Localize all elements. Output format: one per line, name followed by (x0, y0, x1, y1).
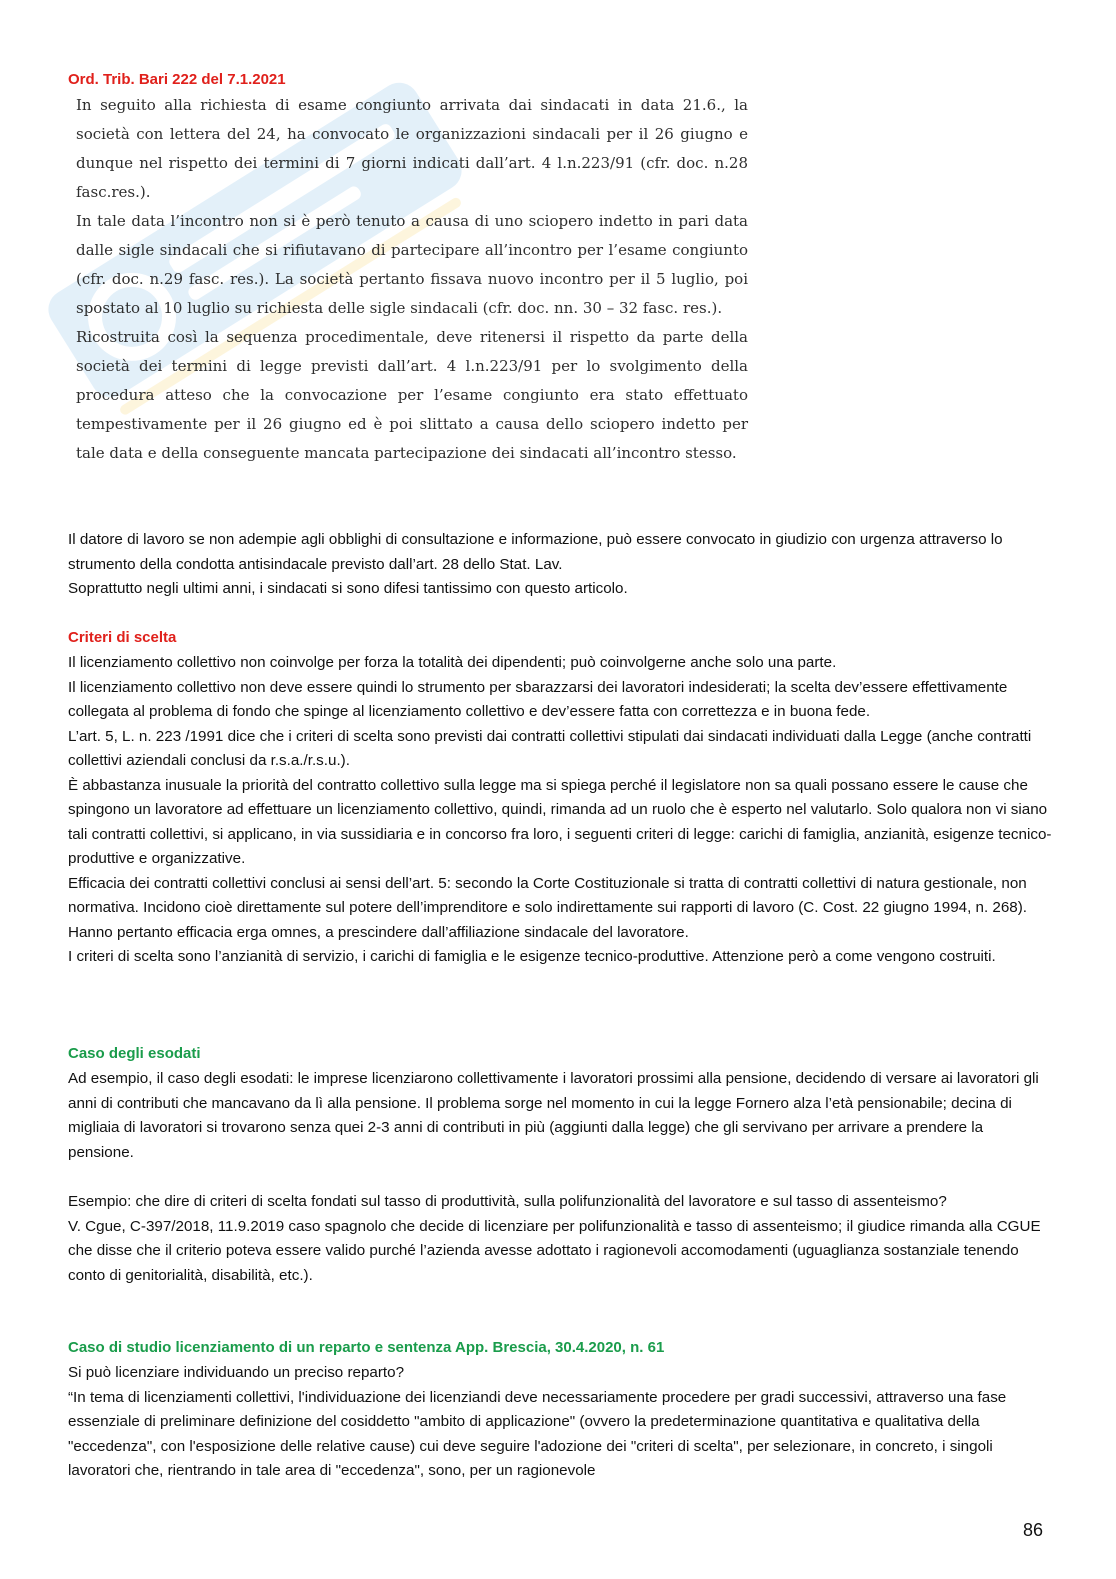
ordinance-title: Ord. Trib. Bari 222 del 7.1.2021 (68, 71, 286, 88)
criteri-paragraph: Il licenziamento collettivo non deve essere quindi lo strumento per sbarazzarsi dei lavoratori indesiderati; la scelta dev’essere effettivamente collegata al problema di fondo che spinge al licenziamento collettivo e dev’essere fatta con correttezza e in buona fede. (68, 678, 1008, 720)
criteri-heading: Criteri di scelta (68, 629, 177, 646)
intro-paragraph: Il datore di lavoro se non adempie agli obblighi di consultazione e informazione, può essere convocato in giudizio con urgenza attraverso lo strumento della condotta antisindacale previsto dall’art. 28 dello Stat. Lav. (68, 531, 1003, 573)
intro-section (68, 528, 1053, 602)
scanned-quote (76, 91, 748, 468)
criteri-section (68, 651, 1053, 970)
esodati-paragraph: Ad esempio, il caso degli esodati: le imprese licenziarono collettivamente i lavoratori prossimi alla pensione, decidendo di versare ai lavoratori gli anni di contributi che mancavano da lì alla pensione. Il problema sorge nel momento in cui la legge Fornero alza l’età pensionabile; decina di migliaia di lavoratori si trovarono senza quei 2-3 anni di contributi in più (aggiunti dalla legge) che gli servivano per arrivare a prendere la pensione. (68, 1070, 1039, 1161)
criteri-paragraph: Il licenziamento collettivo non coinvolge per forza la totalità dei dipendenti; può coinvolgerne anche solo una parte. (68, 654, 837, 671)
criteri-paragraph: I criteri di scelta sono l’anzianità di servizio, i carichi di famiglia e le esigenze tecnico-produttive. Attenzione però a come vengono costruiti. (68, 948, 996, 965)
criteri-paragraph: L’art. 5, L. n. 223 /1991 dice che i criteri di scelta sono previsti dai contratti collettivi stipulati dai sindacati individuati dalla Legge (anche contratti collettivi aziendali conclusi da r.s.a./r.s.u.). (68, 727, 1032, 769)
reparto-question: Si può licenziare individuando un preciso reparto? (68, 1364, 405, 1381)
reparto-quote: “In tema di licenziamenti collettivi, l'individuazione dei licenziandi deve necessariamente procedere per gradi successivi, attraverso una fase essenziale di preliminare definizione del cosiddetto "ambito di applicazione" (ovvero la predeterminazione quantitativa e qualitativa della "eccedenza", con l'esposizione delle relative cause) cui deve seguire l'adozione dei "criteri di scelta", per selezionare, in concreto, i singoli lavoratori che, rientrando in tale area di "eccedenza", sono, per un ragionevole (68, 1388, 1007, 1479)
reparto-heading: Caso di studio licenziamento di un reparto e sentenza App. Brescia, 30.4.2020, n. 61 (68, 1339, 665, 1356)
quote-paragraph: In seguito alla richiesta di esame congiunto arrivata dai sindacati in data 21.6., la società con lettera del 24, ha convocato le organizzazioni sindacali per il 26 giugno e dunque nel rispetto dei termini di 7 giorni indicati dall’art. 4 l.n.223/91 (cfr. doc. n.28 fasc.res.). (76, 96, 748, 201)
reparto-section (68, 1361, 1053, 1484)
page-number: 86 (1022, 1520, 1043, 1540)
criteri-paragraph: È abbastanza inusuale la priorità del contratto collettivo sulla legge ma si spiega perché il legislatore non sa quali possano essere le cause che spingono un lavoratore ad effettuare un licenziamento collettivo, quindi, rimanda ad un ruolo che è esperto nel valutarlo. Solo qualora non vi siano tali contratti collettivi, si applicano, in via sussidiaria e in concorso fra loro, i seguenti criteri di legge: carichi di famiglia, anzianità, esigenze tecnico-produttive e organizzative. (68, 776, 1052, 867)
esodati-section (68, 1067, 1053, 1165)
esempio-section (68, 1190, 1053, 1288)
esempio-question: Esempio: che dire di criteri di scelta fondati sul tasso di produttività, sulla polifunzionalità del lavoratore e sul tasso di assenteismo? (68, 1193, 947, 1210)
intro-paragraph: Soprattutto negli ultimi anni, i sindacati si sono difesi tantissimo con questo articolo. (68, 580, 628, 597)
quote-paragraph: In tale data l’incontro non si è però tenuto a causa di uno sciopero indetto in pari data dalle sigle sindacali che si rifiutavano di partecipare all’incontro per l’esame congiunto (cfr. doc. n.29 fasc. res.). La società pertanto fissava nuovo incontro per il 5 luglio, poi spostato al 10 luglio su richiesta delle sigle sindacali (cfr. doc. nn. 30 – 32 fasc. res.). (76, 212, 748, 317)
quote-paragraph: Ricostruita così la sequenza procedimentale, deve ritenersi il rispetto da parte della società dei termini di legge previsti dall’art. 4 l.n.223/91 per lo svolgimento della procedura atteso che la convocazione per l’esame congiunto era stato effettuato tempestivamente per il 26 giugno ed è poi slittato a causa dello sciopero indetto per tale data e della conseguente mancata partecipazione dei sindacati all’incontro stesso. (76, 328, 748, 462)
criteri-paragraph: Efficacia dei contratti collettivi conclusi ai sensi dell’art. 5: secondo la Corte Costituzionale si tratta di contratti collettivi di natura gestionale, non normativa. Incidono cioè direttamente sul potere dell’imprenditore e solo indirettamente sui rapporti di lavoro (C. Cost. 22 giugno 1994, n. 268). Hanno pertanto efficacia erga omnes, a prescindere dall’affiliazione sindacale del lavoratore. (68, 874, 1028, 941)
esodati-heading: Caso degli esodati (68, 1045, 201, 1062)
esempio-answer: V. Cgue, C-397/2018, 11.9.2019 caso spagnolo che decide di licenziare per polifunzionalità e tasso di assenteismo; il giudice rimanda alla CGUE che disse che il criterio poteva essere valido purché l’azienda avesse adottato i ragionevoli accomodamenti (uguaglianza sostanziale tenendo conto di genitorialità, disabilità, etc.). (68, 1217, 1041, 1284)
